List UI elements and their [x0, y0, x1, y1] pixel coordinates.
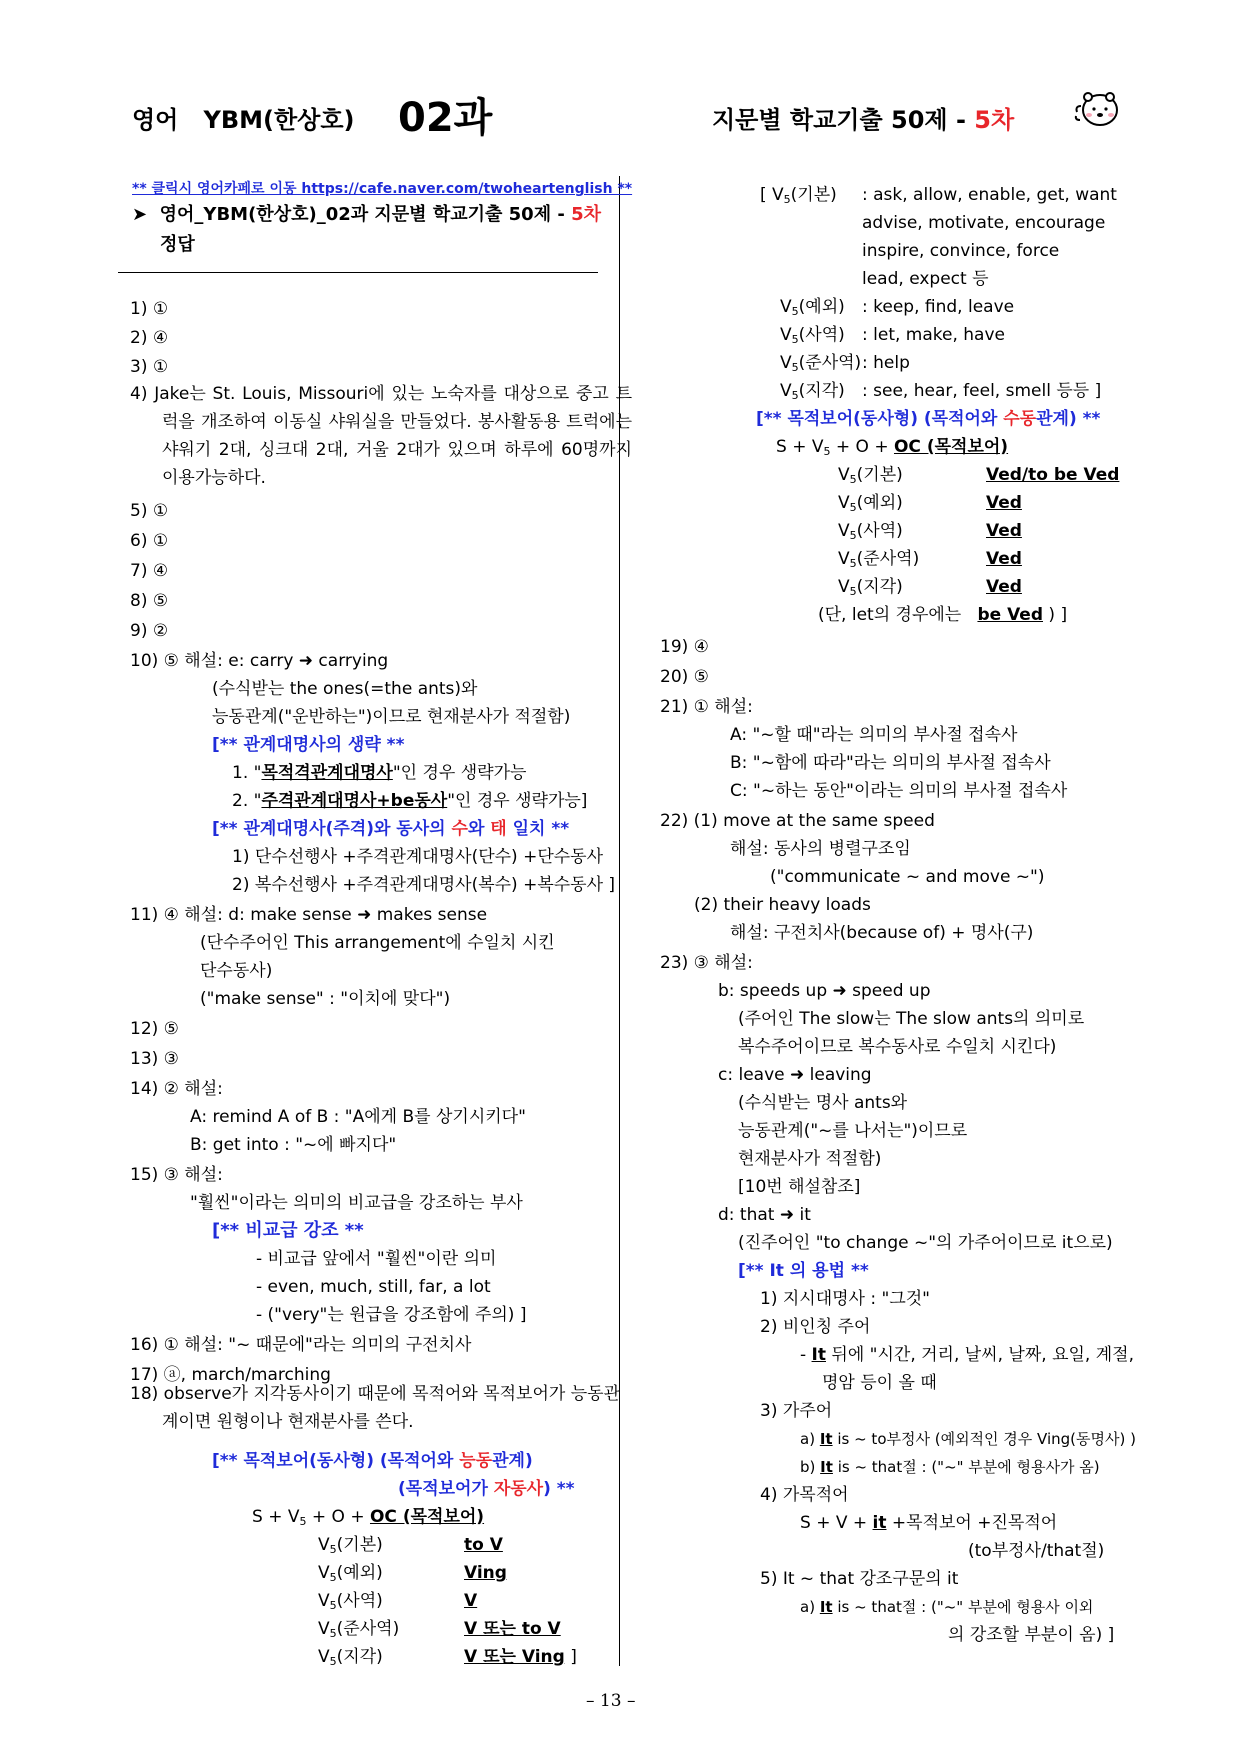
oc-passive-formula: $S + V_5 + O$ + OC (목적보어)	[776, 437, 1009, 458]
left-line: - 비교급 앞에서 "훨씬"이란 의미	[256, 1249, 497, 1269]
right-line: 현재분사가 적절함)	[738, 1149, 882, 1169]
right-line: b: speeds up ➜ speed up	[718, 981, 931, 1001]
v5-label: $V_5$(지각)	[780, 381, 845, 402]
right-line: (주어인 The slow는 The slow ants의 의미로	[738, 1009, 1085, 1029]
it-impersonal-line: - It 뒤에 "시간, 거리, 날씨, 날짜, 요일, 계절,	[800, 1345, 1134, 1365]
header-publisher: YBM(한상호)	[203, 106, 355, 134]
oc-verb-type: $V_5$(예외)	[318, 1563, 383, 1584]
right-line: 3) 가주어	[760, 1401, 833, 1421]
v5-label: $V_5$(준사역)	[780, 353, 862, 374]
oc-active-formula: $S + V_5 + O$ + OC (목적보어)	[252, 1507, 485, 1528]
oc-verb-type: $V_5$(예외)	[838, 493, 903, 514]
v5-label: $V_5$(예외)	[780, 297, 845, 318]
left-line: 2) ④	[130, 328, 169, 348]
left-line: "훨씬"이라는 의미의 비교급을 강조하는 부사	[190, 1193, 523, 1213]
right-line: (진주어인 "to change ~"의 가주어이므로 it으로)	[738, 1233, 1113, 1253]
rel-omit-title: [** 관계대명사의 생략 **	[212, 735, 405, 755]
left-line: 단수동사)	[200, 961, 273, 981]
left-line: 15) ③ 해설:	[130, 1165, 223, 1185]
right-line: 23) ③ 해설:	[660, 953, 753, 973]
oc-form: V	[464, 1591, 478, 1611]
left-line: A: remind A of B : "A에게 B를 상기시키다"	[190, 1107, 526, 1127]
page-number: – 13 –	[586, 1691, 636, 1711]
left-line: (단수주어인 This arrangement에 수일치 시킨	[200, 933, 555, 953]
left-line: 3) ①	[130, 357, 169, 377]
left-line: 13) ③	[130, 1049, 179, 1069]
oc-form: Ved	[986, 549, 1022, 569]
left-line: 6) ①	[130, 531, 169, 551]
left-line: 14) ② 해설:	[130, 1079, 223, 1099]
rel-omit-line-2: 2. "주격관계대명사+be동사"인 경우 생략가능]	[232, 791, 588, 811]
v5-verbs: : ask, allow, enable, get, want	[862, 185, 1117, 205]
right-line: 해설: 동사의 병렬구조임	[730, 839, 911, 859]
oc-form: Ved	[986, 493, 1022, 513]
left-line: 9) ②	[130, 621, 169, 641]
v5-verbs: : see, hear, feel, smell 등등 ]	[862, 381, 1102, 401]
oc-form: Ved	[986, 577, 1022, 597]
left-line: 1) ①	[130, 299, 169, 319]
v5-verbs: : help	[862, 353, 910, 373]
left-line: 12) ⑤	[130, 1019, 179, 1039]
left-line: 7) ④	[130, 561, 169, 581]
oc-verb-type: $V_5$(사역)	[838, 521, 903, 542]
oc-verb-type: $V_5$(지각)	[838, 577, 903, 598]
right-line: ("communicate ~ and move ~")	[770, 867, 1045, 887]
right-line: 능동관계("~를 나서는")이므로	[738, 1121, 968, 1141]
right-line: (to부정사/that절)	[968, 1541, 1105, 1561]
right-line: 19) ④	[660, 637, 709, 657]
right-line: [10번 해설참조]	[738, 1177, 861, 1197]
right-line: C: "~하는 동안"이라는 의미의 부사절 접속사	[730, 781, 1068, 801]
left-line: - ("very"는 원급을 강조함에 주의) ]	[256, 1305, 527, 1325]
v5-verbs: : keep, find, leave	[862, 297, 1015, 317]
right-line: (2) their heavy loads	[694, 895, 871, 915]
right-line: 4) 가목적어	[760, 1485, 849, 1505]
right-line: B: "~함에 따라"라는 의미의 부사절 접속사	[730, 753, 1051, 773]
it-usage-title: [** It 의 용법 **	[738, 1261, 869, 1281]
right-line: (수식받는 명사 ants와	[738, 1093, 908, 1113]
left-line: 능동관계("운반하는")이므로 현재분사가 적절함)	[212, 707, 571, 727]
left-line: 5) ①	[130, 501, 169, 521]
oc-verb-type: $V_5$(준사역)	[318, 1619, 400, 1640]
it-dummy-b: b) It is ~ that절 : ("~" 부분에 형용사가 옴)	[800, 1458, 1100, 1476]
lesson-number: 02과	[398, 95, 493, 141]
rel-omit-line-1: 1. "목적격관계대명사"인 경우 생략가능	[232, 763, 527, 783]
left-line: 10) ⑤ 해설: e: carry ➜ carrying	[130, 651, 389, 671]
right-line: 의 강조할 부분이 옴) ]	[948, 1625, 1115, 1645]
left-line: 2) 복수선행사 +주격관계대명사(복수) +복수동사 ]	[232, 875, 616, 895]
oc-passive-note: (단, let의 경우에는 be Ved ) ]	[818, 605, 1068, 625]
left-line: 8) ⑤	[130, 591, 169, 611]
oc-form: Ving	[464, 1563, 507, 1583]
right-line: 1) 지시대명사 : "그것"	[760, 1289, 930, 1309]
left-line: ("make sense" : "이치에 맞다")	[200, 989, 451, 1009]
bear-mascot-icon	[1074, 88, 1122, 130]
right-line: d: that ➜ it	[718, 1205, 811, 1225]
comparative-title: [** 비교급 강조 **	[212, 1220, 364, 1241]
answer-heading: ➤ 영어_YBM(한상호)_02과 지문별 학교기출 50제 - 5차 정답	[132, 204, 602, 255]
left-line: 17) ⓐ, march/marching	[130, 1365, 331, 1385]
page-title: 지문별 학교기출 50제 - 5차	[712, 106, 1015, 134]
right-line: 2) 비인칭 주어	[760, 1317, 871, 1337]
right-line: 20) ⑤	[660, 667, 709, 687]
answer-4: 4) Jake는 St. Louis, Missouri에 있는 노숙자를 대상으로 중고 트럭을 개조하여 이동실 샤워실을 만들었다. 봉사활동용 트럭에는 샤워기 2대, 싱크대 2대, 거울 2대가 있으며 하루에 60명까지 이용가능하다.	[130, 384, 632, 488]
cafe-link[interactable]: ** 클릭시 영어카페로 이동 https://cafe.naver.com/twoheartenglish **	[132, 181, 633, 197]
right-line: 22) (1) move at the same speed	[660, 811, 935, 831]
left-line: - even, much, still, far, a lot	[256, 1277, 491, 1297]
right-line: A: "~할 때"라는 의미의 부사절 접속사	[730, 725, 1018, 745]
oc-form: V 또는 to V	[464, 1619, 561, 1639]
oc-verb-type: $V_5$(기본)	[838, 465, 903, 486]
oc-verb-type: $V_5$(사역)	[318, 1591, 383, 1612]
oc-passive-title: [** 목적보어(동사형) (목적어와 수동관계) **	[756, 409, 1101, 429]
oc-form: V 또는 Ving ]	[464, 1647, 577, 1667]
oc-verb-type: $V_5$(지각)	[318, 1647, 383, 1668]
it-dummy-a: a) It is ~ to부정사 (예외적인 경우 Ving(동명사) )	[800, 1430, 1136, 1448]
rel-agree-title: [** 관계대명사(주격)와 동사의 수와 태 일치 **	[212, 819, 570, 839]
left-line: 1) 단수선행사 +주격관계대명사(단수) +단수동사	[232, 847, 604, 867]
oc-verb-type: $V_5$(준사역)	[838, 549, 920, 570]
answer-18: 18) observe가 지각동사이기 때문에 목적어와 목적보어가 능동관계이면 원형이나 현재분사를 쓴다.	[130, 1384, 620, 1432]
right-line: 명암 등이 올 때	[822, 1373, 937, 1393]
answer-rule	[118, 272, 598, 273]
oc-form: to V	[464, 1535, 503, 1555]
left-line: 11) ④ 해설: d: make sense ➜ makes sense	[130, 905, 488, 925]
v5-verbs: : let, make, have	[862, 325, 1005, 345]
v5-verbs: lead, expect 등	[862, 269, 989, 289]
it-emphasis-a: a) It is ~ that절 : ("~" 부분에 형용사 이외	[800, 1598, 1094, 1616]
left-line: B: get into : "~에 빠지다"	[190, 1135, 397, 1155]
v5-verbs: advise, motivate, encourage	[862, 213, 1106, 233]
oc-form: Ved	[986, 521, 1022, 541]
right-line: 21) ① 해설:	[660, 697, 753, 717]
oc-form: Ved/to be Ved	[986, 465, 1120, 485]
right-line: 복수주어이므로 복수동사로 수일치 시킨다)	[738, 1037, 1057, 1057]
v5-label: $V_5$(사역)	[780, 325, 845, 346]
v5-verbs: inspire, convince, force	[862, 241, 1060, 261]
v5-label: [ $V_5$(기본)	[760, 185, 837, 206]
left-line: 16) ① 해설: "~ 때문에"라는 의미의 구전치사	[130, 1335, 472, 1355]
right-line: 5) It ~ that 강조구문의 it	[760, 1569, 959, 1589]
oc-active-title-2: (목적보어가 자동사) **	[398, 1479, 575, 1499]
right-line: c: leave ➜ leaving	[718, 1065, 872, 1085]
header-subject: 영어 YBM(한상호)	[132, 106, 355, 134]
it-object-formula: S + V + it +목적보어 +진목적어	[800, 1513, 1058, 1533]
oc-verb-type: $V_5$(기본)	[318, 1535, 383, 1556]
left-line: (수식받는 the ones(=the ants)와	[212, 679, 478, 699]
oc-active-title: [** 목적보어(동사형) (목적어와 능동관계)	[212, 1451, 533, 1471]
right-line: 해설: 구전치사(because of) + 명사(구)	[730, 923, 1034, 943]
